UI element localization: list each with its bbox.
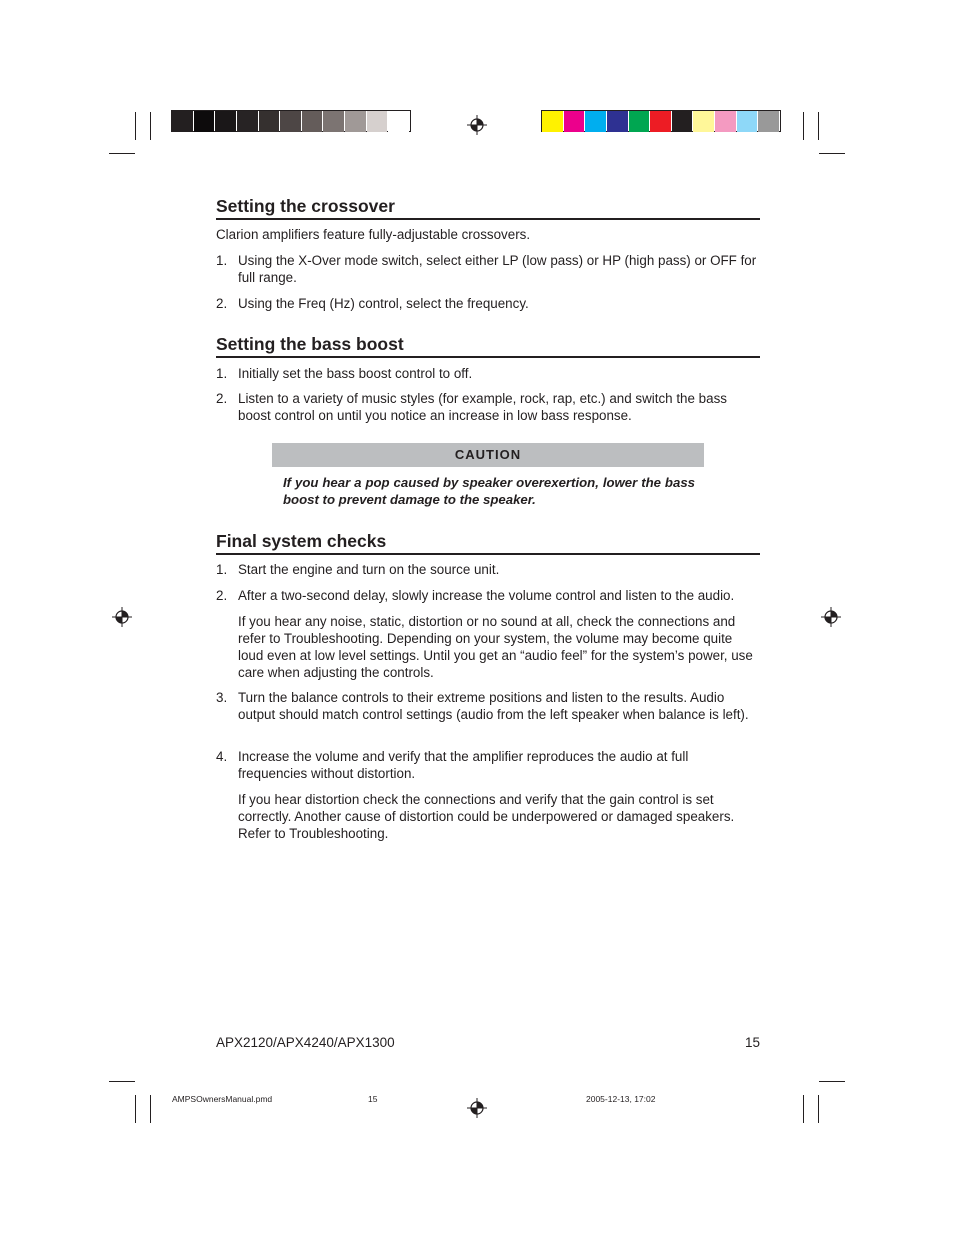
- slug-timestamp: 2005-12-13, 17:02: [586, 1094, 656, 1104]
- item-text: Initially set the bass boost control to off.: [238, 366, 473, 381]
- item-text: Increase the volume and verify that the amplifier reproduces the audio at full frequencies without distortion.: [238, 749, 689, 781]
- crop-mark: [819, 1081, 845, 1082]
- list-item: [216, 587, 760, 604]
- crop-mark: [818, 1095, 819, 1123]
- crop-mark: [818, 112, 819, 140]
- list-item: [216, 252, 760, 286]
- slug-filename: AMPSOwnersManual.pmd: [172, 1094, 273, 1104]
- item-text: Listen to a variety of music styles (for example, rock, rap, etc.) and switch the bass boost control on until you notice an increase in low bass response.: [238, 391, 727, 423]
- crop-mark: [803, 1095, 804, 1123]
- caution-text: If you hear a pop caused by speaker overexertion, lower the bass boost to prevent damage to the speaker.: [283, 475, 695, 507]
- caution-label: CAUTION: [272, 443, 704, 467]
- gray-swatch: [388, 111, 409, 132]
- crop-mark: [135, 1095, 136, 1123]
- gray-swatch: [323, 111, 344, 132]
- item-number: 1.: [216, 253, 228, 268]
- bass-boost-section: [216, 334, 760, 358]
- crop-mark: [109, 1081, 135, 1082]
- section-heading: Setting the crossover: [216, 196, 760, 220]
- crop-mark: [150, 1095, 151, 1123]
- list-item: [216, 295, 760, 312]
- list-item: [216, 365, 760, 382]
- item-number: 2.: [216, 588, 228, 603]
- color-swatch: [672, 111, 693, 132]
- crop-mark: [150, 112, 151, 140]
- list-item: [216, 689, 760, 723]
- crossover-section: [216, 196, 760, 220]
- item-text: Using the X-Over mode switch, select either LP (low pass) or HP (high pass) or OFF for full range.: [238, 253, 757, 285]
- crop-mark: [803, 112, 804, 140]
- item-number: 3.: [216, 690, 228, 705]
- registration-mark-icon: [467, 1098, 487, 1118]
- list-item-note: [216, 613, 760, 681]
- gray-swatch: [367, 111, 388, 132]
- item-text: Start the engine and turn on the source unit.: [238, 562, 500, 577]
- item-text: Using the Freq (Hz) control, select the frequency.: [238, 296, 529, 311]
- list-item: [216, 561, 760, 578]
- item-number: 4.: [216, 749, 228, 764]
- intro-text: Clarion amplifiers feature fully-adjustable crossovers.: [216, 227, 531, 242]
- crossover-intro-block: [216, 226, 760, 243]
- color-swatch: [564, 111, 585, 132]
- gray-swatch: [302, 111, 323, 132]
- list-item-note: [216, 791, 760, 842]
- gray-swatch: [172, 111, 193, 132]
- item-text: Turn the balance controls to their extreme positions and listen to the results. Audio output should match control settings (audio from the left speaker when balance is left).: [238, 690, 749, 722]
- color-swatch: [715, 111, 736, 132]
- gray-swatch: [259, 111, 280, 132]
- note-text: If you hear distortion check the connections and verify that the gain control is set correctly. Another cause of distortion could be underpowered or damaged speakers. Refer to Troubleshooting.: [238, 792, 735, 841]
- page-number: 15: [744, 1035, 760, 1050]
- color-swatch: [542, 111, 563, 132]
- gray-swatch: [237, 111, 258, 132]
- gray-swatch: [215, 111, 236, 132]
- item-number: 2.: [216, 296, 228, 311]
- gray-swatch: [194, 111, 215, 132]
- crop-mark: [109, 153, 135, 154]
- color-swatch: [758, 111, 779, 132]
- note-text: If you hear any noise, static, distortion or no sound at all, check the connections and refer to Troubleshooting. Depending on your system, the volume may become quite loud even at low level settings. Until you get an “audio feel” for the system’s power, use care when adjusting the controls.: [238, 614, 753, 680]
- item-number: 2.: [216, 391, 228, 406]
- registration-mark-icon: [821, 607, 841, 627]
- section-heading: Setting the bass boost: [216, 334, 760, 358]
- section-heading: Final system checks: [216, 531, 760, 555]
- footer-model: APX2120/APX4240/APX1300: [216, 1035, 395, 1050]
- list-item: [216, 390, 760, 424]
- item-text: After a two-second delay, slowly increase the volume control and listen to the audio.: [238, 588, 735, 603]
- crop-mark: [819, 153, 845, 154]
- gray-swatch: [280, 111, 301, 132]
- item-number: 1.: [216, 562, 228, 577]
- color-swatch: [607, 111, 628, 132]
- color-swatch: [693, 111, 714, 132]
- crop-mark: [135, 112, 136, 140]
- color-swatch: [585, 111, 606, 132]
- color-swatch: [629, 111, 650, 132]
- slug-page: 15: [368, 1094, 378, 1104]
- list-item: [216, 748, 760, 782]
- gray-swatch: [345, 111, 366, 132]
- final-checks-section: [216, 531, 760, 555]
- color-swatch: [650, 111, 671, 132]
- item-number: 1.: [216, 366, 228, 381]
- color-swatch: [737, 111, 758, 132]
- registration-mark-icon: [112, 607, 132, 627]
- registration-mark-icon: [467, 115, 487, 135]
